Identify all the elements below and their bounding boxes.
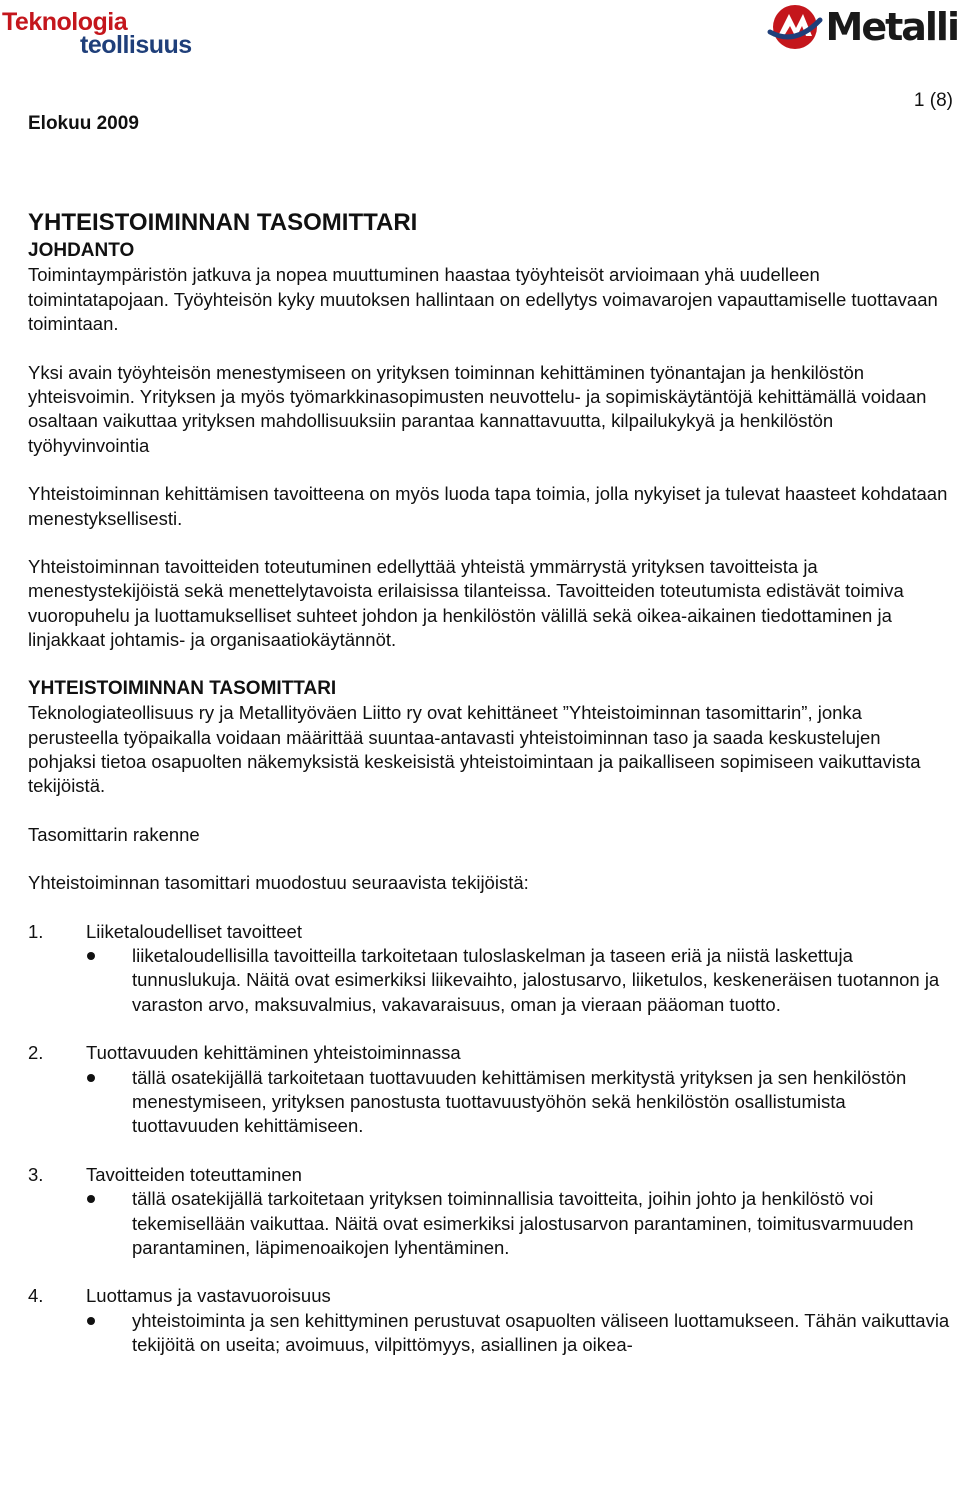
list-item <box>28 920 950 1018</box>
factor-title: Liiketaloudelliset tavoitteet <box>86 920 302 942</box>
factor-number: 1. <box>28 920 44 942</box>
factor-title: Luottamus ja vastavuoroisuus <box>86 1285 331 1307</box>
list-item <box>28 1041 950 1139</box>
factor-description: tällä osatekijällä tarkoitetaan yrityksen toiminnallisia tavoitteita, joihin johto ja henkilöstö voi tekemisellään vaikuttaa. Näitä ovat esimerkiksi jalostusarvon parantaminen, toimitusvarmuuden parantaminen, läpimenoaikojen lyhentäminen. <box>132 1188 914 1258</box>
factor-title: Tavoitteiden toteuttaminen <box>86 1163 302 1185</box>
section-paragraph: Teknologiateollisuus ry ja Metallityöväen Liitto ry ovat kehittäneet ”Yhteistoiminnan tasomittarin”, jonka perusteella työpaikalla voidaan määrittää suuntaa-antavasti yhteistoiminnan taso ja saada keskustelujen pohjaksi tietoa osapuolten näkemyksistä keskeisistä yhteistoimintaan ja paikalliseen sopimiseen vaikuttavista tekijöistä. <box>28 702 921 797</box>
metalli-emblem-icon <box>766 2 824 52</box>
list-item <box>28 1163 950 1261</box>
factor-description: yhteistoiminta ja sen kehittyminen perustuvat osapuolten väliseen luottamukseen. Tähän vaikuttavia tekijöitä on useita; avoimuus, vilpittömyys, asiallinen ja oikea- <box>132 1309 950 1356</box>
document-body <box>28 207 950 1382</box>
factor-description: liiketaloudellisilla tavoitteilla tarkoitetaan tuloslaskelman ja taseen eriä ja niistä laskettuja tunnuslukuja. Näitä ovat esimerkiksi liikevaihto, jalostusarvo, liiketulos, keskeneräisen tuotannon ja varaston arvo, maksuvalmius, vakavaraisuus, oman ja vieraan pääoman tuotto. <box>132 944 940 1015</box>
factor-number: 3. <box>28 1163 44 1185</box>
bullet-icon <box>86 1309 132 1358</box>
factor-number: 4. <box>28 1285 44 1307</box>
bullet-icon <box>86 1187 132 1260</box>
logo-left-line2: teollisuus <box>80 31 192 59</box>
logo-right-text: Metalli <box>825 5 958 49</box>
intro-heading: JOHDANTO <box>28 240 135 261</box>
structure-intro: Yhteistoiminnan tasomittari muodostuu seuraavista tekijöistä: <box>28 872 529 894</box>
factor-number: 2. <box>28 1042 44 1064</box>
bullet-icon <box>86 1066 132 1139</box>
structure-heading: Tasomittarin rakenne <box>28 823 200 845</box>
document-date: Elokuu 2009 <box>28 113 139 134</box>
teknologiateollisuus-logo <box>2 8 192 59</box>
metalli-logo <box>766 2 958 52</box>
document-title: YHTEISTOIMINNAN TASOMITTARI <box>28 209 418 236</box>
intro-paragraph: Yksi avain työyhteisön menestymiseen on yrityksen toiminnan kehittäminen työnantajan ja henkilöstön yhteisvoimin. Yrityksen ja myös työmarkkinasopimusten neuvottelu- ja sopimiskäytäntöjä kehittämällä voidaan osaltaan vaikuttaa yrityksen mahdollisuuksiin parantaa kannattavuutta, kilpailukykyä ja henkilöstön työhyvinvointia <box>28 361 927 456</box>
section-heading: YHTEISTOIMINNAN TASOMITTARI <box>28 677 337 699</box>
list-item <box>28 1284 950 1357</box>
intro-paragraph: Yhteistoiminnan tavoitteiden toteutuminen edellyttää yhteistä ymmärrystä yrityksen tavoitteista ja menestystekijöistä sekä menettelytavoista erilaisissa tilanteissa. Tavoitteiden toteutumista edistävät toimiva vuoropuhelu ja luottamukselliset suhteet johdon ja henkilöstön välillä sekä oikea-aikainen tiedottaminen ja linjakkaat johtamis- ja organisaatiokäytännöt. <box>28 556 904 651</box>
factor-description: tällä osatekijällä tarkoitetaan tuottavuuden kehittämisen merkitystä yrityksen ja sen henkilöstön menestymiseen, yrityksen panostusta tuottavuustyöhön sekä henkilöstön osallistumista tuottavuuden kehittämiseen. <box>132 1066 907 1137</box>
factor-title: Tuottavuuden kehittäminen yhteistoiminnassa <box>86 1042 461 1064</box>
logo-left-line1: Teknologia <box>2 8 128 36</box>
factor-list <box>28 920 950 1358</box>
intro-paragraph: Toimintaympäristön jatkuva ja nopea muuttuminen haastaa työyhteisöt arvioimaan yhä uudelleen toimintatapojaan. Työyhteisön kyky muutoksen hallintaan on edellytys voimavarojen vapauttamiselle tuottavaan toimintaan. <box>28 264 938 335</box>
page-number: 1 (8) <box>913 90 953 111</box>
bullet-icon <box>86 944 132 1017</box>
intro-paragraph: Yhteistoiminnan kehittämisen tavoitteena on myös luoda tapa toimia, jolla nykyiset ja tulevat haasteet kohdataan menestyksellisesti. <box>28 483 948 529</box>
